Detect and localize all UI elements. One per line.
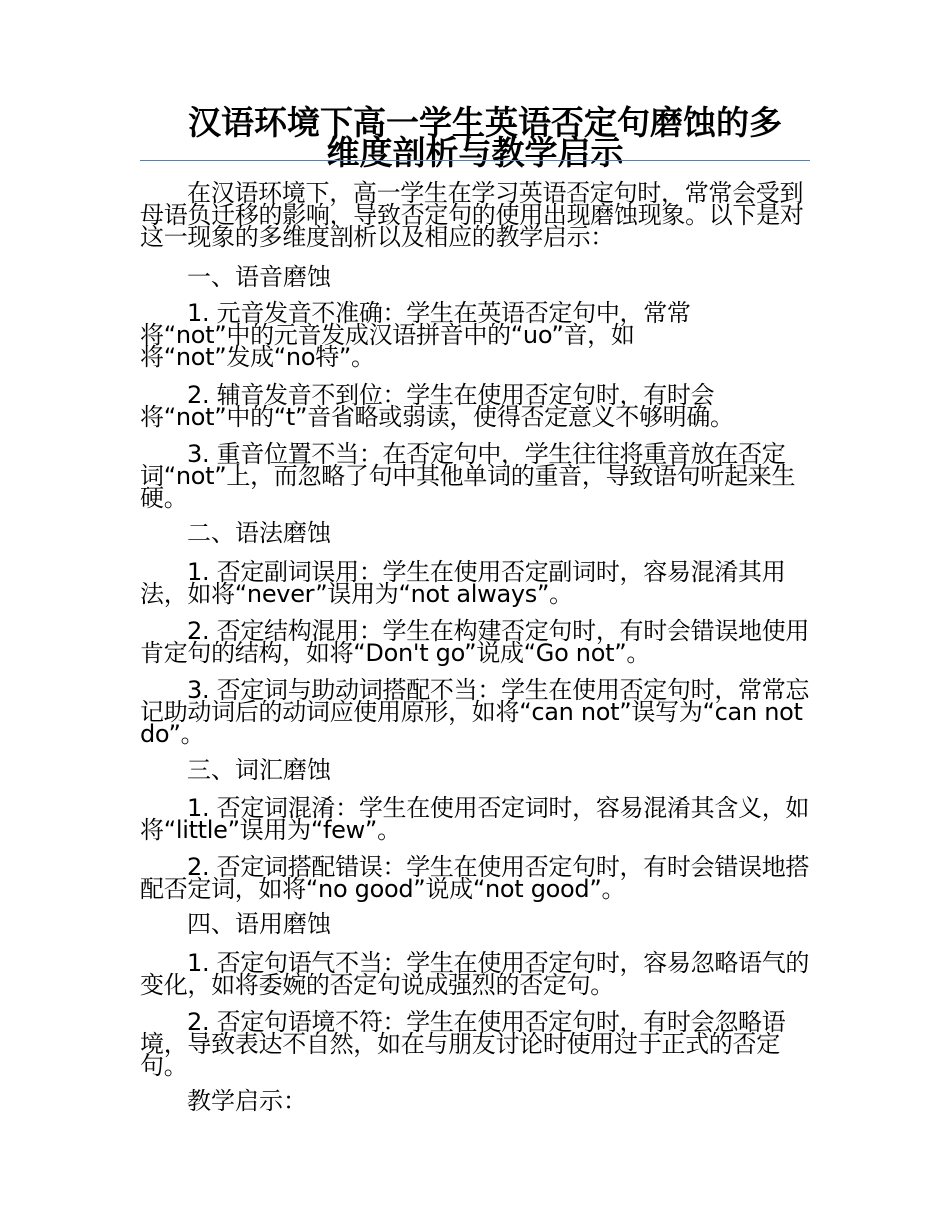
- page-title: [140, 103, 810, 172]
- title-underline: [140, 160, 810, 161]
- list-item: 2. 否定结构混用：学生在构建否定句时，有时会错误地使用肯定句的结构，如将“Don't go”说成“Go not”。: [140, 617, 810, 667]
- section-heading-pragmatic: 四、语用磨蚀: [187, 910, 331, 938]
- teaching-implications-heading: 教学启示：: [187, 1087, 307, 1115]
- section-heading-phonetic: 一、语音磨蚀: [187, 263, 331, 291]
- title-line-2: 维度剖析与教学启示: [326, 133, 624, 172]
- list-item: 1. 否定词混淆：学生在使用否定词时，容易混淆其含义，如将“little”误用为“few”。: [140, 794, 810, 844]
- list-item: 3. 重音位置不当：在否定句中，学生往往将重音放在否定词“not”上，而忽略了句中其他单词的重音，导致语句听起来生硬。: [140, 440, 796, 512]
- list-item: 1. 否定句语气不当：学生在使用否定句时，容易忽略语气的变化，如将委婉的否定句说成强烈的否定句。: [140, 949, 810, 999]
- list-item: 2. 否定词搭配错误：学生在使用否定句时，有时会错误地搭配否定词，如将“no good”说成“not good”。: [140, 853, 810, 903]
- list-item: 2. 辅音发音不到位：学生在使用否定句时，有时会将“not”中的“t”音省略或弱读，使得否定意义不够明确。: [140, 381, 734, 431]
- list-item: 2. 否定句语境不符：学生在使用否定句时，有时会忽略语境，导致表达不自然，如在与朋友讨论时使用过于正式的否定句。: [140, 1008, 786, 1080]
- title-line-1: 汉语环境下高一学生英语否定句磨蚀的多: [188, 103, 782, 142]
- list-item: 3. 否定词与助动词搭配不当：学生在使用否定句时，常常忘记助动词后的动词应使用原形，如将“can not”误写为“can not do”。: [140, 676, 810, 748]
- section-heading-grammar: 二、语法磨蚀: [187, 519, 331, 547]
- list-item: 1. 元音发音不准确：学生在英语否定句中，常常将“not”中的元音发成汉语拼音中的“uo”音，如将“not”发成“no特”。: [140, 299, 691, 371]
- section-heading-vocabulary: 三、词汇磨蚀: [187, 756, 331, 784]
- intro-paragraph: 在汉语环境下，高一学生在学习英语否定句时，常常会受到母语负迁移的影响，导致否定句的使用出现磨蚀现象。以下是对这一现象的多维度剖析以及相应的教学启示：: [140, 179, 804, 251]
- list-item: 1. 否定副词误用：学生在使用否定副词时，容易混淆其用法，如将“never”误用为“not always”。: [140, 558, 786, 608]
